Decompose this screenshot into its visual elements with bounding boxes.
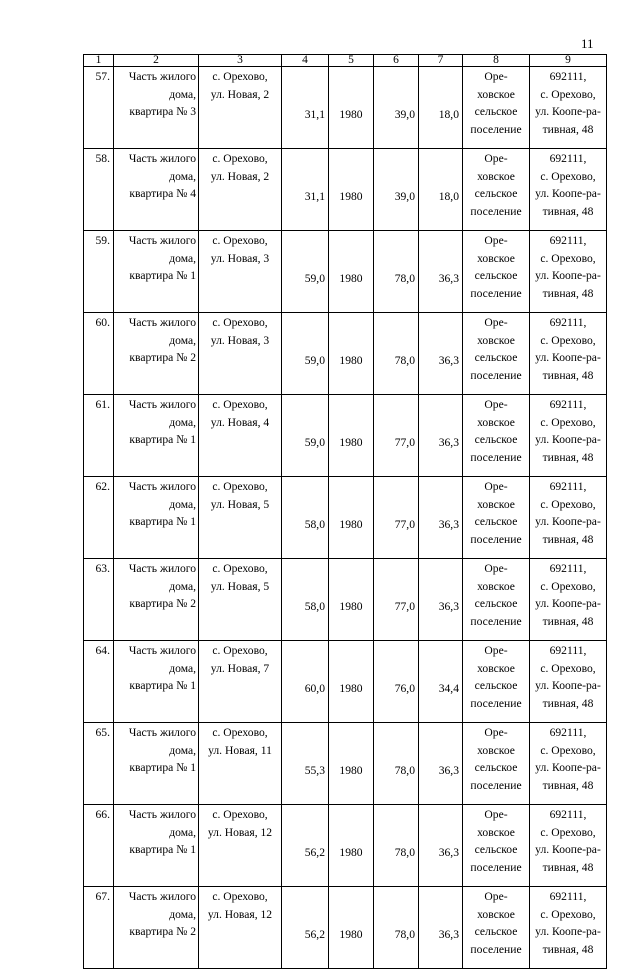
year-value: 1980 bbox=[329, 395, 374, 477]
owner-address-line: 692111, bbox=[549, 234, 587, 247]
owner-name-line: ховское bbox=[477, 907, 515, 921]
object-address-line: с. Орехово, bbox=[212, 644, 268, 657]
owner-name-line: сельское bbox=[474, 105, 518, 118]
row-number: 62. bbox=[84, 477, 114, 559]
table-row bbox=[84, 805, 607, 887]
object-name-line: квартира № 1 bbox=[129, 515, 196, 528]
object-address-line: ул. Новая, 7 bbox=[210, 661, 270, 675]
owner-name-line: сельское bbox=[474, 843, 518, 856]
owner-address-line: с. Орехово, bbox=[540, 579, 596, 593]
object-address bbox=[199, 477, 282, 559]
owner-address-line: с. Орехово, bbox=[540, 169, 596, 183]
object-address-line: ул. Новая, 12 bbox=[207, 907, 273, 921]
owner-address-line: с. Орехово, bbox=[540, 907, 596, 921]
owner-name-line: сельское bbox=[474, 761, 518, 774]
row-number: 58. bbox=[84, 149, 114, 231]
value-col6: 76,0 bbox=[374, 641, 419, 723]
owner-address-line: тивная, 48 bbox=[542, 614, 594, 628]
object-name-line: дома, bbox=[169, 87, 196, 101]
row-number: 65. bbox=[84, 723, 114, 805]
registry-table bbox=[83, 54, 607, 969]
object-name bbox=[114, 477, 199, 559]
owner-name-line: Оре- bbox=[484, 644, 508, 657]
area-value: 55,3 bbox=[282, 723, 329, 805]
row-number: 57. bbox=[84, 67, 114, 149]
value-col7: 36,3 bbox=[419, 395, 463, 477]
table-row bbox=[84, 887, 607, 969]
owner-name-line: поселение bbox=[470, 614, 522, 628]
object-address-line: ул. Новая, 2 bbox=[210, 169, 270, 183]
object-name-line: квартира № 1 bbox=[129, 433, 196, 446]
table-row bbox=[84, 313, 607, 395]
object-address-line: с. Орехово, bbox=[212, 726, 268, 739]
owner-name-line: Оре- bbox=[484, 152, 508, 165]
owner-address-line: ул. Коопе-ра- bbox=[535, 843, 601, 856]
owner-name bbox=[463, 149, 530, 231]
owner-name-line: поселение bbox=[470, 122, 522, 136]
owner-name-line: Оре- bbox=[484, 398, 508, 411]
column-number-header bbox=[84, 55, 607, 67]
value-col7: 18,0 bbox=[419, 149, 463, 231]
owner-address-line: 692111, bbox=[549, 808, 587, 821]
owner-name-line: ховское bbox=[477, 579, 515, 593]
owner-address-line: 692111, bbox=[549, 480, 587, 493]
object-name bbox=[114, 887, 199, 969]
owner-name bbox=[463, 805, 530, 887]
owner-address-line: с. Орехово, bbox=[540, 333, 596, 347]
object-name bbox=[114, 559, 199, 641]
owner-address-line: тивная, 48 bbox=[542, 204, 594, 218]
owner-address-line: с. Орехово, bbox=[540, 87, 596, 101]
value-col6: 78,0 bbox=[374, 805, 419, 887]
object-address-line: ул. Новая, 12 bbox=[207, 825, 273, 839]
owner-address bbox=[530, 805, 607, 887]
owner-name bbox=[463, 67, 530, 149]
owner-name bbox=[463, 395, 530, 477]
object-address-line: с. Орехово, bbox=[212, 398, 268, 411]
value-col7: 36,3 bbox=[419, 231, 463, 313]
object-name-line: дома, bbox=[169, 497, 196, 511]
owner-address-line: ул. Коопе-ра- bbox=[535, 761, 601, 774]
owner-address-line: тивная, 48 bbox=[542, 860, 594, 874]
owner-name-line: ховское bbox=[477, 825, 515, 839]
owner-address-line: ул. Коопе-ра- bbox=[535, 433, 601, 446]
object-address-line: ул. Новая, 4 bbox=[210, 415, 270, 429]
owner-address-line: 692111, bbox=[549, 70, 587, 83]
column-header: 1 bbox=[84, 55, 114, 67]
year-value: 1980 bbox=[329, 723, 374, 805]
value-col7: 36,3 bbox=[419, 313, 463, 395]
object-name bbox=[114, 395, 199, 477]
object-address-line: с. Орехово, bbox=[212, 70, 268, 83]
owner-address bbox=[530, 395, 607, 477]
value-col7: 18,0 bbox=[419, 67, 463, 149]
owner-address-line: тивная, 48 bbox=[542, 450, 594, 464]
year-value: 1980 bbox=[329, 149, 374, 231]
owner-name bbox=[463, 641, 530, 723]
value-col7: 36,3 bbox=[419, 805, 463, 887]
owner-address-line: 692111, bbox=[549, 726, 587, 739]
owner-name-line: сельское bbox=[474, 925, 518, 938]
owner-address-line: 692111, bbox=[549, 562, 587, 575]
object-name-line: квартира № 2 bbox=[129, 597, 196, 610]
object-address-line: ул. Новая, 5 bbox=[210, 579, 270, 593]
owner-name-line: сельское bbox=[474, 351, 518, 364]
value-col7: 36,3 bbox=[419, 559, 463, 641]
object-name-line: Часть жилого bbox=[128, 726, 196, 739]
object-name-line: Часть жилого bbox=[128, 562, 196, 575]
owner-address-line: 692111, bbox=[549, 316, 587, 329]
owner-name-line: Оре- bbox=[484, 890, 508, 903]
object-name-line: Часть жилого bbox=[128, 234, 196, 247]
table-row bbox=[84, 477, 607, 559]
year-value: 1980 bbox=[329, 559, 374, 641]
owner-name-line: сельское bbox=[474, 433, 518, 446]
object-address-line: ул. Новая, 3 bbox=[210, 251, 270, 265]
row-number: 67. bbox=[84, 887, 114, 969]
object-name-line: Часть жилого bbox=[128, 398, 196, 411]
owner-address bbox=[530, 559, 607, 641]
owner-name bbox=[463, 559, 530, 641]
object-address bbox=[199, 67, 282, 149]
object-address bbox=[199, 313, 282, 395]
owner-name-line: поселение bbox=[470, 778, 522, 792]
value-col6: 77,0 bbox=[374, 559, 419, 641]
value-col7: 36,3 bbox=[419, 477, 463, 559]
value-col7: 34,4 bbox=[419, 641, 463, 723]
object-name-line: квартира № 2 bbox=[129, 925, 196, 938]
object-address bbox=[199, 641, 282, 723]
owner-address-line: 692111, bbox=[549, 398, 587, 411]
owner-name-line: поселение bbox=[470, 532, 522, 546]
object-address bbox=[199, 395, 282, 477]
owner-address-line: ул. Коопе-ра- bbox=[535, 925, 601, 938]
table-row bbox=[84, 559, 607, 641]
row-number: 63. bbox=[84, 559, 114, 641]
owner-address-line: с. Орехово, bbox=[540, 661, 596, 675]
year-value: 1980 bbox=[329, 887, 374, 969]
object-name-line: квартира № 1 bbox=[129, 679, 196, 692]
object-name bbox=[114, 641, 199, 723]
owner-name-line: Оре- bbox=[484, 808, 508, 821]
year-value: 1980 bbox=[329, 477, 374, 559]
object-name-line: квартира № 3 bbox=[129, 105, 196, 118]
object-address-line: ул. Новая, 5 bbox=[210, 497, 270, 511]
owner-name-line: ховское bbox=[477, 743, 515, 757]
object-address-line: ул. Новая, 2 bbox=[210, 87, 270, 101]
object-name bbox=[114, 723, 199, 805]
object-name-line: дома, bbox=[169, 415, 196, 429]
owner-address-line: ул. Коопе-ра- bbox=[535, 515, 601, 528]
owner-address bbox=[530, 723, 607, 805]
object-address-line: с. Орехово, bbox=[212, 234, 268, 247]
owner-address bbox=[530, 887, 607, 969]
object-address-line: с. Орехово, bbox=[212, 480, 268, 493]
object-name-line: Часть жилого bbox=[128, 808, 196, 821]
row-number: 59. bbox=[84, 231, 114, 313]
owner-address-line: 692111, bbox=[549, 890, 587, 903]
owner-name-line: поселение bbox=[470, 204, 522, 218]
owner-address-line: тивная, 48 bbox=[542, 778, 594, 792]
value-col6: 39,0 bbox=[374, 149, 419, 231]
object-name-line: дома, bbox=[169, 661, 196, 675]
owner-address-line: ул. Коопе-ра- bbox=[535, 269, 601, 282]
object-name-line: квартира № 1 bbox=[129, 761, 196, 774]
value-col7: 36,3 bbox=[419, 723, 463, 805]
area-value: 60,0 bbox=[282, 641, 329, 723]
column-header: 8 bbox=[463, 55, 530, 67]
value-col6: 78,0 bbox=[374, 723, 419, 805]
value-col6: 78,0 bbox=[374, 231, 419, 313]
owner-name-line: поселение bbox=[470, 286, 522, 300]
page-number: 11 bbox=[581, 36, 594, 51]
object-name bbox=[114, 149, 199, 231]
table-row bbox=[84, 149, 607, 231]
object-name-line: дома, bbox=[169, 579, 196, 593]
object-address-line: с. Орехово, bbox=[212, 890, 268, 903]
object-address bbox=[199, 231, 282, 313]
area-value: 59,0 bbox=[282, 313, 329, 395]
owner-address-line: 692111, bbox=[549, 644, 587, 657]
object-name-line: Часть жилого bbox=[128, 890, 196, 903]
owner-address-line: ул. Коопе-ра- bbox=[535, 105, 601, 118]
owner-address-line: с. Орехово, bbox=[540, 825, 596, 839]
object-address bbox=[199, 149, 282, 231]
owner-address-line: с. Орехово, bbox=[540, 415, 596, 429]
column-header: 5 bbox=[329, 55, 374, 67]
object-name bbox=[114, 805, 199, 887]
owner-name-line: ховское bbox=[477, 169, 515, 183]
object-name-line: Часть жилого bbox=[128, 480, 196, 493]
owner-address-line: ул. Коопе-ра- bbox=[535, 187, 601, 200]
owner-name-line: ховское bbox=[477, 333, 515, 347]
owner-address-line: 692111, bbox=[549, 152, 587, 165]
area-value: 31,1 bbox=[282, 149, 329, 231]
owner-name-line: сельское bbox=[474, 679, 518, 692]
value-col6: 77,0 bbox=[374, 395, 419, 477]
area-value: 58,0 bbox=[282, 559, 329, 641]
object-address-line: ул. Новая, 11 bbox=[208, 743, 272, 757]
value-col6: 77,0 bbox=[374, 477, 419, 559]
owner-name-line: ховское bbox=[477, 87, 515, 101]
owner-name-line: поселение bbox=[470, 450, 522, 464]
owner-address-line: ул. Коопе-ра- bbox=[535, 679, 601, 692]
owner-address bbox=[530, 641, 607, 723]
object-address-line: с. Орехово, bbox=[212, 316, 268, 329]
owner-address bbox=[530, 477, 607, 559]
object-address bbox=[199, 723, 282, 805]
owner-address-line: с. Орехово, bbox=[540, 251, 596, 265]
table-row bbox=[84, 231, 607, 313]
object-name bbox=[114, 231, 199, 313]
owner-name-line: сельское bbox=[474, 515, 518, 528]
owner-name-line: сельское bbox=[474, 269, 518, 282]
owner-address-line: тивная, 48 bbox=[542, 696, 594, 710]
value-col7: 36,3 bbox=[419, 887, 463, 969]
column-header: 9 bbox=[530, 55, 607, 67]
owner-name-line: Оре- bbox=[484, 562, 508, 575]
value-col6: 39,0 bbox=[374, 67, 419, 149]
table-row bbox=[84, 67, 607, 149]
owner-name-line: ховское bbox=[477, 661, 515, 675]
owner-name-line: поселение bbox=[470, 942, 522, 956]
object-address-line: с. Орехово, bbox=[212, 808, 268, 821]
object-name-line: квартира № 1 bbox=[129, 843, 196, 856]
object-name bbox=[114, 67, 199, 149]
table-row bbox=[84, 723, 607, 805]
object-address-line: с. Орехово, bbox=[212, 562, 268, 575]
year-value: 1980 bbox=[329, 805, 374, 887]
area-value: 56,2 bbox=[282, 805, 329, 887]
object-name-line: Часть жилого bbox=[128, 152, 196, 165]
owner-name-line: ховское bbox=[477, 251, 515, 265]
owner-name bbox=[463, 723, 530, 805]
row-number: 60. bbox=[84, 313, 114, 395]
row-number: 61. bbox=[84, 395, 114, 477]
object-name-line: Часть жилого bbox=[128, 644, 196, 657]
owner-address-line: с. Орехово, bbox=[540, 497, 596, 511]
owner-name-line: Оре- bbox=[484, 316, 508, 329]
column-header: 3 bbox=[199, 55, 282, 67]
owner-address-line: ул. Коопе-ра- bbox=[535, 597, 601, 610]
owner-name-line: поселение bbox=[470, 860, 522, 874]
object-name-line: Часть жилого bbox=[128, 316, 196, 329]
table-row bbox=[84, 641, 607, 723]
year-value: 1980 bbox=[329, 67, 374, 149]
object-name-line: Часть жилого bbox=[128, 70, 196, 83]
column-header: 4 bbox=[282, 55, 329, 67]
value-col6: 78,0 bbox=[374, 313, 419, 395]
owner-name-line: сельское bbox=[474, 597, 518, 610]
owner-name-line: Оре- bbox=[484, 726, 508, 739]
owner-address-line: тивная, 48 bbox=[542, 942, 594, 956]
object-name-line: квартира № 2 bbox=[129, 351, 196, 364]
owner-name bbox=[463, 887, 530, 969]
object-address-line: с. Орехово, bbox=[212, 152, 268, 165]
object-name bbox=[114, 313, 199, 395]
table-row bbox=[84, 395, 607, 477]
object-name-line: дома, bbox=[169, 743, 196, 757]
owner-address-line: тивная, 48 bbox=[542, 368, 594, 382]
area-value: 56,2 bbox=[282, 887, 329, 969]
owner-address-line: ул. Коопе-ра- bbox=[535, 351, 601, 364]
column-header: 7 bbox=[419, 55, 463, 67]
object-name-line: квартира № 4 bbox=[129, 187, 196, 200]
owner-address bbox=[530, 231, 607, 313]
area-value: 31,1 bbox=[282, 67, 329, 149]
owner-address bbox=[530, 149, 607, 231]
object-name-line: дома, bbox=[169, 333, 196, 347]
object-name-line: дома, bbox=[169, 169, 196, 183]
owner-name-line: Оре- bbox=[484, 234, 508, 247]
owner-address bbox=[530, 313, 607, 395]
owner-address-line: тивная, 48 bbox=[542, 286, 594, 300]
owner-name bbox=[463, 477, 530, 559]
owner-address-line: тивная, 48 bbox=[542, 532, 594, 546]
owner-name bbox=[463, 313, 530, 395]
row-number: 64. bbox=[84, 641, 114, 723]
object-address bbox=[199, 559, 282, 641]
owner-name-line: ховское bbox=[477, 497, 515, 511]
owner-name bbox=[463, 231, 530, 313]
object-name-line: дома, bbox=[169, 251, 196, 265]
object-name-line: дома, bbox=[169, 825, 196, 839]
column-header: 6 bbox=[374, 55, 419, 67]
owner-name-line: Оре- bbox=[484, 480, 508, 493]
row-number: 66. bbox=[84, 805, 114, 887]
year-value: 1980 bbox=[329, 231, 374, 313]
object-name-line: квартира № 1 bbox=[129, 269, 196, 282]
owner-address-line: с. Орехово, bbox=[540, 743, 596, 757]
owner-name-line: ховское bbox=[477, 415, 515, 429]
object-name-line: дома, bbox=[169, 907, 196, 921]
column-header: 2 bbox=[114, 55, 199, 67]
owner-name-line: поселение bbox=[470, 696, 522, 710]
area-value: 59,0 bbox=[282, 231, 329, 313]
area-value: 58,0 bbox=[282, 477, 329, 559]
owner-name-line: поселение bbox=[470, 368, 522, 382]
object-address bbox=[199, 887, 282, 969]
owner-address-line: тивная, 48 bbox=[542, 122, 594, 136]
value-col6: 78,0 bbox=[374, 887, 419, 969]
owner-name-line: Оре- bbox=[484, 70, 508, 83]
owner-name-line: сельское bbox=[474, 187, 518, 200]
object-address bbox=[199, 805, 282, 887]
area-value: 59,0 bbox=[282, 395, 329, 477]
object-address-line: ул. Новая, 3 bbox=[210, 333, 270, 347]
year-value: 1980 bbox=[329, 313, 374, 395]
owner-address bbox=[530, 67, 607, 149]
year-value: 1980 bbox=[329, 641, 374, 723]
